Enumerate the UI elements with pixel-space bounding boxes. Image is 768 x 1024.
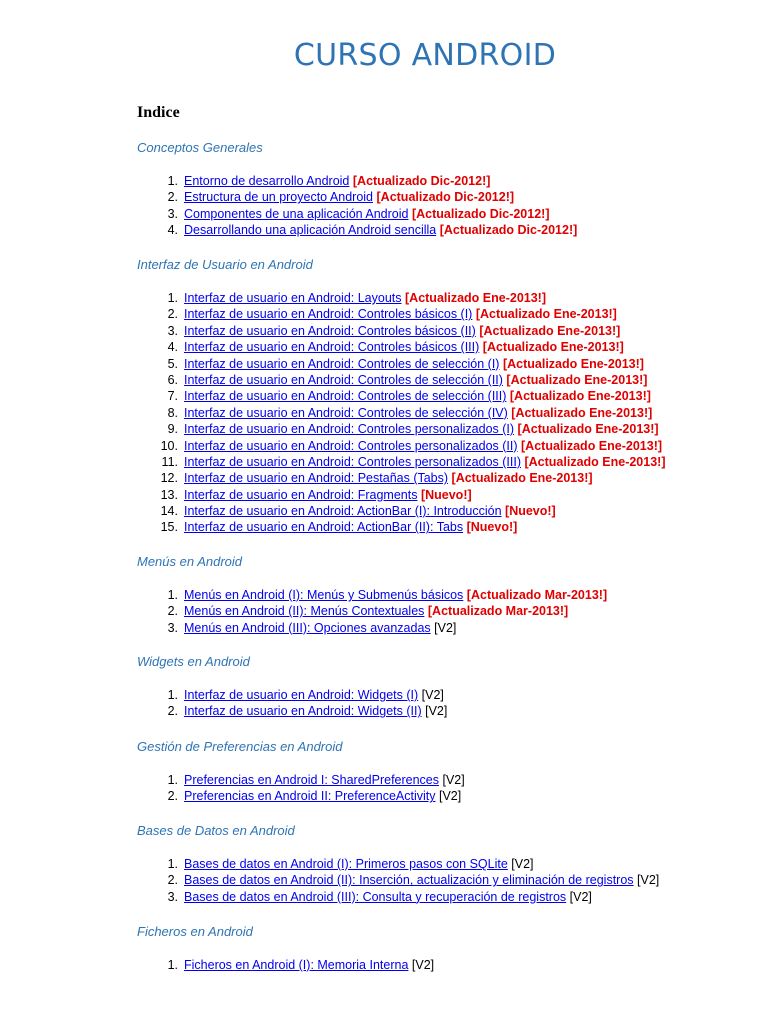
list-item xyxy=(137,687,447,703)
item-link[interactable]: Componentes de una aplicación Android xyxy=(184,206,409,221)
item-link[interactable]: Interfaz de usuario en Android: Controles personalizados (I) xyxy=(184,422,515,437)
item-link[interactable]: Interfaz de usuario en Android: Controles básicos (II) xyxy=(184,323,476,338)
item-link[interactable]: Interfaz de usuario en Android: Controles de selección (III) xyxy=(184,389,507,404)
list-item xyxy=(137,421,666,437)
item-link[interactable]: Interfaz de usuario en Android: Pestañas (Tabs) xyxy=(184,471,449,486)
item-number: 7. xyxy=(167,389,178,404)
version-tag: [V2] xyxy=(411,958,435,972)
item-list xyxy=(137,290,666,536)
list-item xyxy=(137,889,659,905)
item-list xyxy=(137,173,577,239)
version-tag: [V2] xyxy=(434,620,457,635)
item-link[interactable]: Preferencias en Android II: PreferenceActivity xyxy=(184,789,436,804)
version-tag: [V2] xyxy=(421,688,444,702)
list-item xyxy=(137,173,577,189)
list-item xyxy=(137,372,666,388)
item-number: 11. xyxy=(161,454,178,469)
item-number: 1. xyxy=(167,857,178,871)
version-tag: [V2] xyxy=(569,889,592,904)
status-badge: [Actualizado Dic-2012!] xyxy=(411,206,550,221)
section-heading: Ficheros en Android xyxy=(137,924,253,939)
version-tag: [V2] xyxy=(637,873,660,888)
item-list xyxy=(137,957,434,973)
item-link[interactable]: Entorno de desarrollo Android xyxy=(184,174,350,188)
item-number: 9. xyxy=(167,422,178,437)
item-number: 1. xyxy=(167,958,178,972)
item-link[interactable]: Interfaz de usuario en Android: Fragments xyxy=(184,487,418,502)
section-heading: Conceptos Generales xyxy=(137,140,263,155)
list-item xyxy=(137,487,666,503)
item-number: 4. xyxy=(167,223,178,238)
version-tag: [V2] xyxy=(442,773,465,787)
list-item xyxy=(137,519,666,535)
item-list xyxy=(137,856,659,905)
status-badge: [Nuevo!] xyxy=(420,487,472,502)
item-number: 1. xyxy=(167,291,178,305)
item-number: 3. xyxy=(167,323,178,338)
status-badge: [Actualizado Ene-2013!] xyxy=(506,372,648,387)
item-link[interactable]: Preferencias en Android I: SharedPreferences xyxy=(184,773,440,787)
list-item xyxy=(137,454,666,470)
item-number: 2. xyxy=(167,789,178,804)
status-badge: [Actualizado Dic-2012!] xyxy=(439,223,578,238)
item-number: 14. xyxy=(160,504,178,519)
page-title: CURSO ANDROID xyxy=(293,38,557,73)
status-badge: [Actualizado Ene-2013!] xyxy=(475,307,617,322)
item-number: 2. xyxy=(167,873,178,888)
list-item xyxy=(137,222,577,238)
section-ficheros xyxy=(137,923,434,973)
status-badge: [Actualizado Ene-2013!] xyxy=(451,471,593,486)
list-item xyxy=(137,603,607,619)
item-link[interactable]: Interfaz de usuario en Android: Controles básicos (III) xyxy=(184,340,480,355)
item-number: 2. xyxy=(167,704,178,719)
status-badge: [Actualizado Ene-2013!] xyxy=(482,340,624,355)
status-badge: [Actualizado Ene-2013!] xyxy=(524,454,666,469)
status-badge: [Actualizado Dic-2012!] xyxy=(352,174,491,188)
item-link[interactable]: Bases de datos en Android (III): Consulta y recuperación de registros xyxy=(184,889,567,904)
item-link[interactable]: Interfaz de usuario en Android: Controles de selección (IV) xyxy=(184,405,508,420)
item-number: 1. xyxy=(167,174,178,188)
item-link[interactable]: Interfaz de usuario en Android: Widgets (II) xyxy=(184,704,422,719)
list-item xyxy=(137,438,666,454)
item-number: 3. xyxy=(167,889,178,904)
section-heading: Menús en Android xyxy=(137,554,243,569)
section-heading: Widgets en Android xyxy=(137,654,250,669)
section-bases-datos xyxy=(137,822,659,905)
item-link[interactable]: Interfaz de usuario en Android: Layouts xyxy=(184,291,402,305)
item-link[interactable]: Interfaz de usuario en Android: Controles de selección (II) xyxy=(184,372,503,387)
list-item xyxy=(137,405,666,421)
list-item xyxy=(137,323,666,339)
list-item xyxy=(137,356,666,372)
item-link[interactable]: Bases de datos en Android (I): Primeros pasos con SQLite xyxy=(184,857,508,871)
status-badge: [Actualizado Ene-2013!] xyxy=(511,405,653,420)
item-link[interactable]: Menús en Android (I): Menús y Submenús básicos xyxy=(184,588,464,602)
item-number: 3. xyxy=(167,206,178,221)
item-link[interactable]: Interfaz de usuario en Android: Widgets (I) xyxy=(184,688,419,702)
item-list xyxy=(137,687,447,720)
item-number: 2. xyxy=(167,190,178,205)
list-item xyxy=(137,206,577,222)
list-item xyxy=(137,772,465,788)
status-badge: [Actualizado Mar-2013!] xyxy=(466,588,608,602)
list-item xyxy=(137,339,666,355)
list-item xyxy=(137,290,666,306)
item-number: 8. xyxy=(167,405,178,420)
item-number: 5. xyxy=(167,356,178,371)
section-heading: Interfaz de Usuario en Android xyxy=(137,257,313,272)
item-link[interactable]: Interfaz de usuario en Android: ActionBar (II): Tabs xyxy=(184,520,464,535)
list-item xyxy=(137,703,447,719)
item-list xyxy=(137,772,465,805)
status-badge: [Actualizado Ene-2013!] xyxy=(479,323,621,338)
section-preferencias xyxy=(137,738,465,805)
index-heading: Indice xyxy=(137,104,180,121)
status-badge: [Actualizado Ene-2013!] xyxy=(509,389,651,404)
list-item xyxy=(137,856,659,872)
item-number: 1. xyxy=(167,773,178,787)
list-item xyxy=(137,872,659,888)
status-badge: [Nuevo!] xyxy=(466,520,518,535)
status-badge: [Actualizado Dic-2012!] xyxy=(376,190,515,205)
item-number: 15. xyxy=(160,520,178,535)
section-heading: Gestión de Preferencias en Android xyxy=(137,739,343,754)
section-heading: Bases de Datos en Android xyxy=(137,823,295,838)
list-item xyxy=(137,788,465,804)
item-number: 1. xyxy=(167,688,178,702)
item-link[interactable]: Interfaz de usuario en Android: Controles de selección (I) xyxy=(184,356,500,371)
version-tag: [V2] xyxy=(425,704,448,719)
item-number: 4. xyxy=(167,340,178,355)
item-link[interactable]: Menús en Android (III): Opciones avanzadas xyxy=(184,620,431,635)
item-number: 13. xyxy=(160,487,178,502)
list-item xyxy=(137,306,666,322)
item-link[interactable]: Interfaz de usuario en Android: Controles básicos (I) xyxy=(184,307,473,322)
item-number: 12. xyxy=(160,471,178,486)
status-badge: [Nuevo!] xyxy=(505,504,556,519)
list-item xyxy=(137,470,666,486)
status-badge: [Actualizado Ene-2013!] xyxy=(521,438,663,453)
item-link[interactable]: Ficheros en Android (I): Memoria Interna xyxy=(184,958,409,972)
section-interfaz-usuario xyxy=(137,256,666,536)
section-conceptos-generales xyxy=(137,139,577,239)
list-item xyxy=(137,388,666,404)
section-widgets xyxy=(137,653,447,720)
list-item xyxy=(137,957,434,973)
item-number: 6. xyxy=(167,372,178,387)
version-tag: [V2] xyxy=(511,857,534,871)
list-item xyxy=(137,620,607,636)
item-link[interactable]: Menús en Android (II): Menús Contextuales xyxy=(184,604,425,619)
item-link[interactable]: Desarrollando una aplicación Android sencilla xyxy=(184,223,437,238)
status-badge: [Actualizado Ene-2013!] xyxy=(517,422,659,437)
item-number: 1. xyxy=(167,588,178,602)
item-link[interactable]: Interfaz de usuario en Android: ActionBar (I): Introducción xyxy=(184,504,502,519)
list-item xyxy=(137,503,666,519)
list-item xyxy=(137,587,607,603)
section-menus xyxy=(137,553,607,636)
item-number: 10. xyxy=(160,438,178,453)
item-number: 3. xyxy=(167,620,178,635)
item-link[interactable]: Bases de datos en Android (II): Inserción, actualización y eliminación de registros xyxy=(184,873,634,888)
status-badge: [Actualizado Mar-2013!] xyxy=(427,604,569,619)
list-item xyxy=(137,189,577,205)
status-badge: [Actualizado Ene-2013!] xyxy=(502,356,644,371)
item-number: 2. xyxy=(167,604,178,619)
item-link[interactable]: Estructura de un proyecto Android xyxy=(184,190,374,205)
item-link[interactable]: Interfaz de usuario en Android: Controles personalizados (II) xyxy=(184,438,518,453)
version-tag: [V2] xyxy=(439,789,462,804)
item-link[interactable]: Interfaz de usuario en Android: Controles personalizados (III) xyxy=(184,454,521,469)
item-number: 2. xyxy=(167,307,178,322)
status-badge: [Actualizado Ene-2013!] xyxy=(405,291,547,305)
item-list xyxy=(137,587,607,636)
